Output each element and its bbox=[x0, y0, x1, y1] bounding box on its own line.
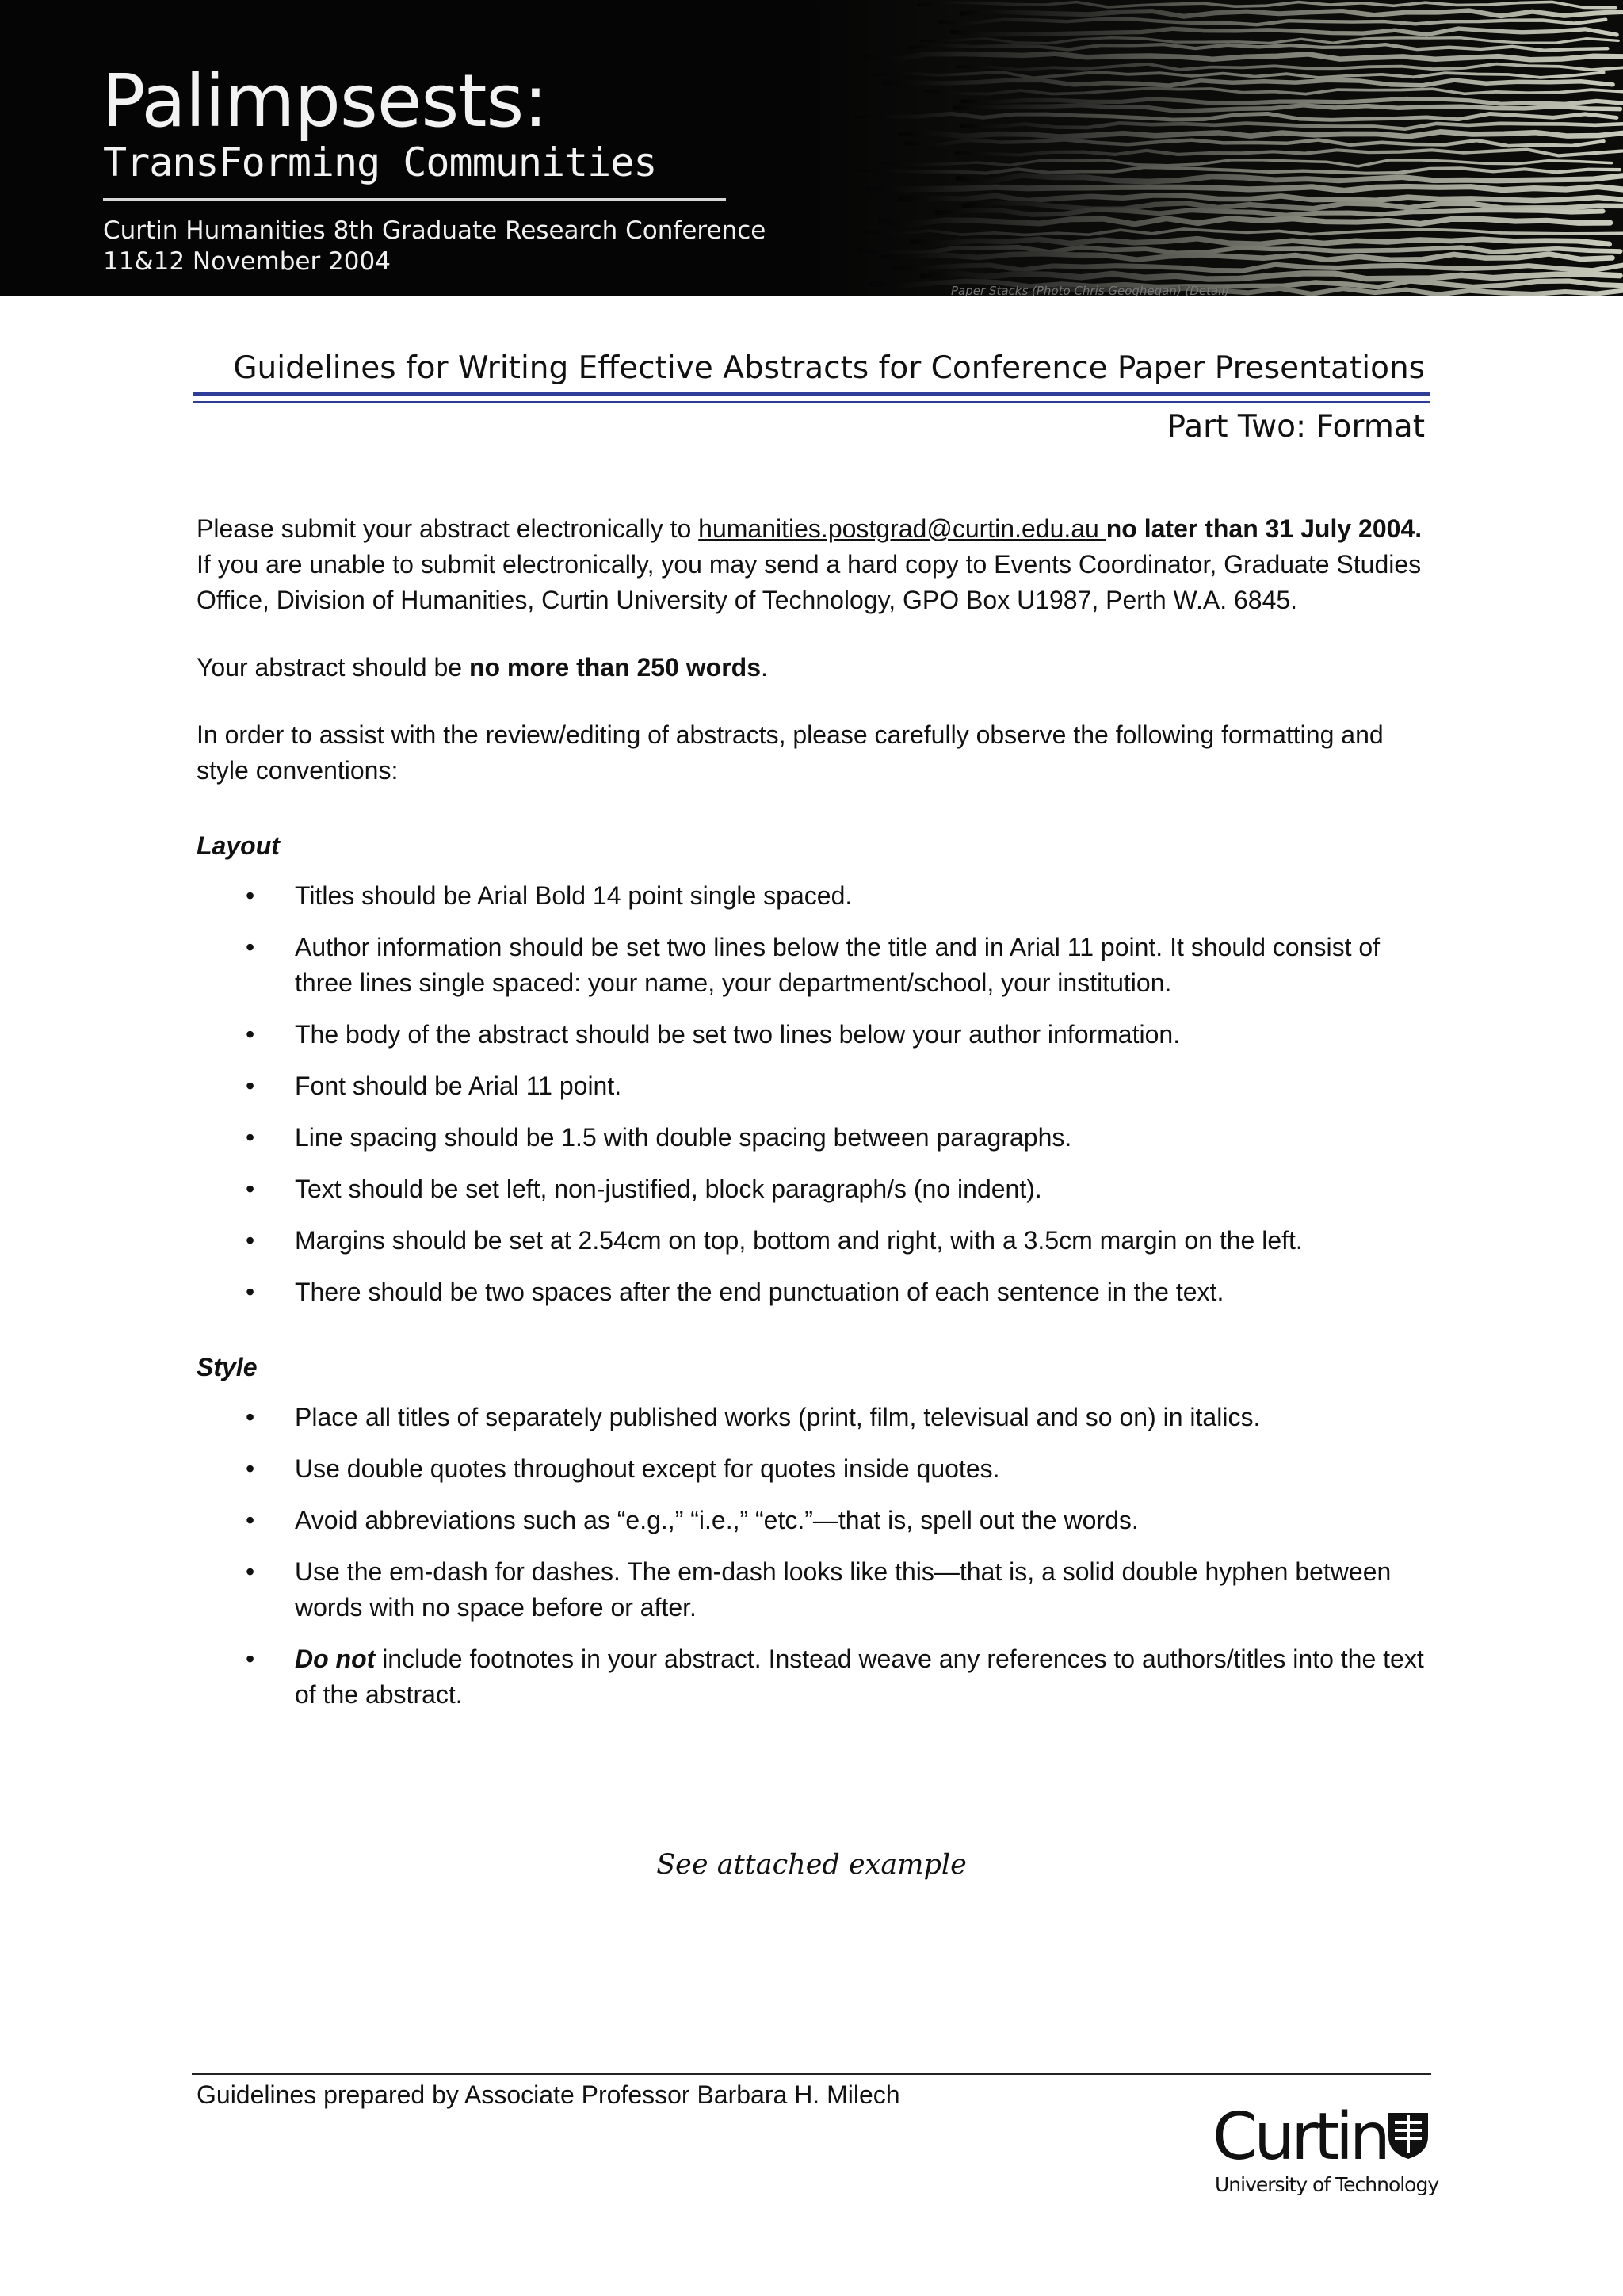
banner-subtitle: TransForming Communities bbox=[103, 139, 657, 185]
bullet-icon: • bbox=[246, 881, 255, 910]
footer-divider bbox=[192, 2073, 1431, 2075]
list-item-text: Avoid abbreviations such as “e.g.,” “i.e.,” “etc.”—that is, spell out the words. bbox=[295, 1506, 1139, 1534]
attached-example-note: See attached example bbox=[656, 1849, 967, 1881]
logo-wordmark: Curtin bbox=[1212, 2099, 1387, 2175]
layout-heading: Layout bbox=[197, 831, 280, 860]
list-item bbox=[197, 1451, 1433, 1487]
postal-address-text: If you are unable to submit electronically, you may send a hard copy to Events Coordinator, Graduate Studies Office, Division of Humanities, Curtin University of Technology, GPO Box U1987, Perth W.A. 6845. bbox=[197, 550, 1422, 614]
paper-stacks-photo bbox=[808, 0, 1623, 296]
bullet-icon: • bbox=[246, 1454, 255, 1483]
list-item-text: There should be two spaces after the end punctuation of each sentence in the text. bbox=[295, 1278, 1224, 1306]
list-item bbox=[197, 1171, 1433, 1207]
banner-divider bbox=[103, 198, 726, 201]
word-limit-value: no more than 250 words bbox=[468, 653, 762, 682]
photo-credit: Paper Stacks (Photo Chris Geoghegan) (Detail) bbox=[951, 284, 1230, 296]
list-item-text: Font should be Arial 11 point. bbox=[295, 1072, 622, 1100]
document-subtitle: Part Two: Format bbox=[1167, 409, 1425, 445]
list-item bbox=[197, 1223, 1433, 1259]
crest-icon bbox=[1385, 2110, 1431, 2160]
style-list bbox=[197, 1400, 1433, 1713]
submission-text: Please submit your abstract electronically to bbox=[197, 514, 699, 543]
list-item bbox=[197, 1400, 1433, 1435]
list-item-text: Author information should be set two lines below the title and in Arial 11 point. It should consist of three lines single spaced: your name, your department/school, your institution. bbox=[295, 933, 1381, 997]
logo-tagline: University of Technology bbox=[1215, 2173, 1439, 2196]
bullet-icon: • bbox=[246, 1020, 255, 1049]
bullet-icon: • bbox=[246, 1645, 255, 1673]
conference-name: Curtin Humanities 8th Graduate Research Conference bbox=[103, 216, 766, 245]
word-limit-paragraph bbox=[197, 650, 1433, 686]
list-item-text: Use the em-dash for dashes. The em-dash looks like this—that is, a solid double hyphen between words with no space before or after. bbox=[295, 1557, 1392, 1622]
list-item-text: Titles should be Arial Bold 14 point single spaced. bbox=[295, 881, 853, 910]
title-rule-thin bbox=[193, 401, 1430, 403]
bullet-icon: • bbox=[246, 1175, 255, 1203]
footer-credit: Guidelines prepared by Associate Professor Barbara H. Milech bbox=[197, 2080, 900, 2109]
word-limit-end: . bbox=[761, 653, 768, 682]
list-item-text: Use double quotes throughout except for quotes inside quotes. bbox=[295, 1454, 1000, 1483]
list-item bbox=[197, 930, 1433, 1001]
submission-paragraph bbox=[197, 511, 1433, 618]
conference-dates: 11&12 November 2004 bbox=[103, 246, 391, 276]
list-item-text: Margins should be set at 2.54cm on top, bottom and right, with a 3.5cm margin on the left. bbox=[295, 1226, 1303, 1255]
list-item-text: Place all titles of separately published works (print, film, televisual and so on) in italics. bbox=[295, 1403, 1261, 1431]
title-rule-thick bbox=[193, 392, 1430, 396]
list-item-text: include footnotes in your abstract. Instead weave any references to authors/titles into the text of the abstract. bbox=[295, 1645, 1424, 1709]
bullet-icon: • bbox=[246, 1557, 255, 1586]
bullet-icon: • bbox=[246, 1123, 255, 1152]
style-heading: Style bbox=[197, 1353, 258, 1381]
list-item-text: The body of the abstract should be set two lines below your author information. bbox=[295, 1020, 1181, 1049]
list-item bbox=[197, 1641, 1433, 1713]
list-item bbox=[197, 1503, 1433, 1538]
bullet-icon: • bbox=[246, 933, 255, 961]
list-item bbox=[197, 1120, 1433, 1156]
banner-title: Palimpsests: bbox=[101, 59, 548, 143]
list-item bbox=[197, 1017, 1433, 1052]
document-title: Guidelines for Writing Effective Abstracts for Conference Paper Presentations bbox=[233, 350, 1425, 386]
bullet-icon: • bbox=[246, 1226, 255, 1255]
bullet-icon: • bbox=[246, 1278, 255, 1306]
bullet-icon: • bbox=[246, 1403, 255, 1431]
bullet-icon: • bbox=[246, 1506, 255, 1534]
list-item bbox=[197, 878, 1433, 914]
bullet-icon: • bbox=[246, 1072, 255, 1100]
emphasis-text: Do not bbox=[295, 1645, 376, 1673]
layout-list bbox=[197, 878, 1433, 1310]
list-item bbox=[197, 1068, 1433, 1104]
list-item bbox=[197, 1274, 1433, 1310]
list-item-text: Text should be set left, non-justified, block paragraph/s (no indent). bbox=[295, 1175, 1042, 1203]
conference-banner bbox=[0, 0, 1623, 296]
deadline-text: no later than 31 July 2004. bbox=[1106, 514, 1423, 543]
list-item bbox=[197, 1554, 1433, 1626]
document-body bbox=[197, 511, 1433, 1729]
banner-conference-info bbox=[103, 216, 766, 277]
list-item-text: Line spacing should be 1.5 with double spacing between paragraphs. bbox=[295, 1123, 1072, 1152]
conventions-intro: In order to assist with the review/editing of abstracts, please carefully observe the following formatting and style conventions: bbox=[197, 720, 1384, 785]
email-link[interactable]: humanities.postgrad@curtin.edu.au bbox=[698, 514, 1106, 543]
word-limit-text: Your abstract should be bbox=[197, 653, 469, 682]
curtin-logo bbox=[1212, 2099, 1439, 2200]
